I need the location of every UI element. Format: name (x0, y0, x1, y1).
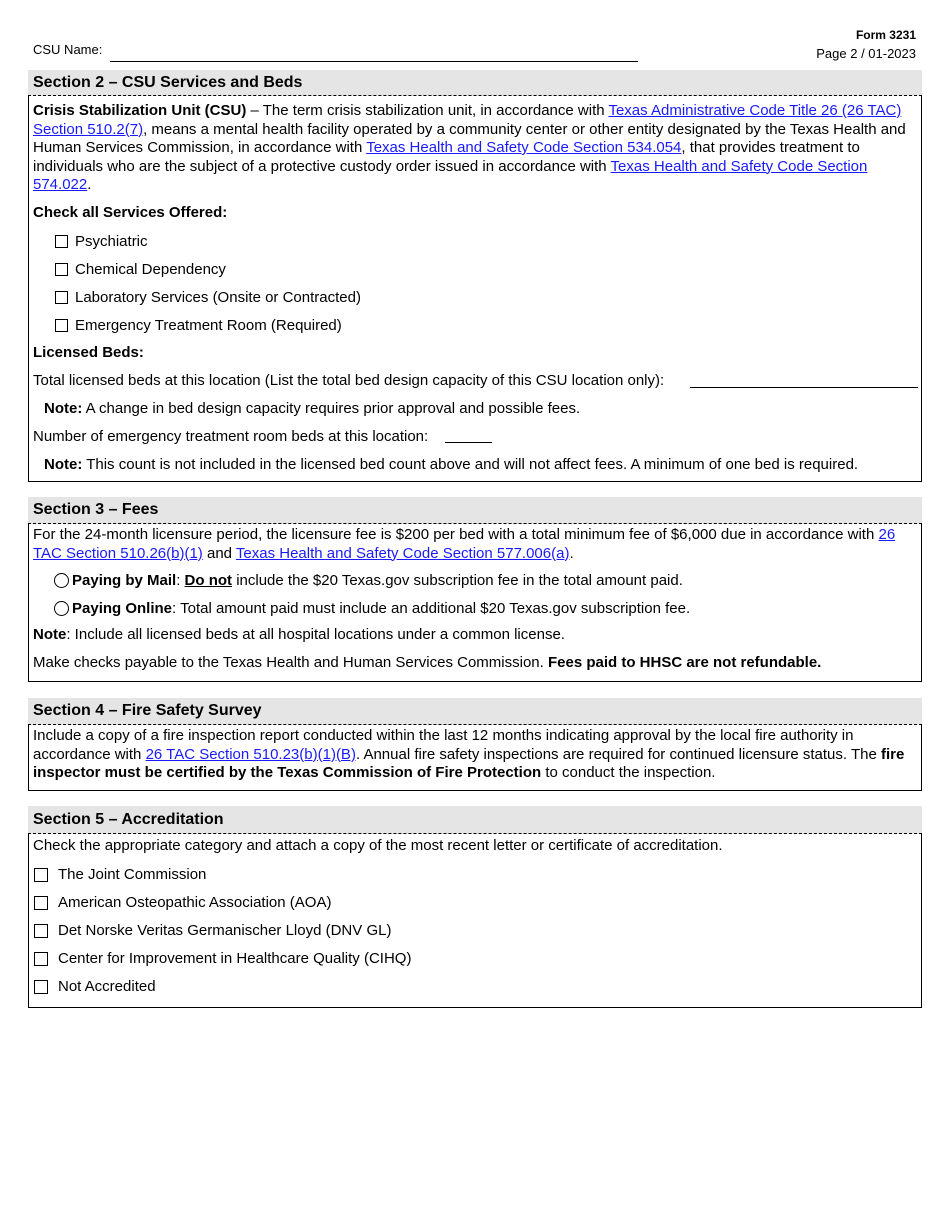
accreditation-joint-commission[interactable] (33, 865, 917, 884)
accreditation-not-accredited[interactable] (33, 977, 917, 996)
section-4-body (28, 725, 922, 791)
service-label: Psychiatric (75, 232, 148, 250)
service-chemical-dependency[interactable] (33, 260, 917, 279)
laboratory-checkbox[interactable] (55, 291, 68, 304)
cihq-checkbox[interactable] (34, 952, 48, 966)
total-beds-label: Total licensed beds at this location (List the total bed design capacity of this CSU location only): (33, 371, 665, 389)
not-accredited-checkbox[interactable] (34, 980, 48, 994)
hsc-577-006-link[interactable]: Texas Health and Safety Code Section 577.006(a) (235, 544, 570, 562)
tac-510-2-link[interactable]: Texas Administrative Code Title 26 (26 TAC) Section 510.2(7) (33, 102, 902, 138)
hsc-534-054-link[interactable]: Texas Health and Safety Code Section 534.054 (366, 139, 682, 156)
aoa-checkbox[interactable] (34, 896, 48, 910)
accreditation-dnv-gl[interactable] (33, 921, 917, 940)
service-label: Emergency Treatment Room (Required) (75, 316, 342, 334)
accreditation-label: American Osteopathic Association (AOA) (58, 894, 332, 911)
capacity-note: Note: A change in bed design capacity requires prior approval and possible fees. (44, 399, 581, 417)
accreditation-intro: Check the appropriate category and attach a copy of the most recent letter or certificate of accreditation. (33, 837, 723, 854)
total-beds-row (33, 371, 917, 390)
section-2 (28, 70, 922, 482)
csu-definition: Crisis Stabilization Unit (CSU) – The term crisis stabilization unit, in accordance with Texas Administrative Code Title 26 (26 TAC) Section 510.2(7), means a mental health facility operated by a community center or other entity designated by the Texas Health and Human Services Commission, in accordance with Texas Health and Safety Code Section 534.054, that provides treatment to individuals who are the subject of a protective custody order issued in accordance with Texas Health and Safety Code Section 574.022. (33, 102, 906, 193)
joint-commission-checkbox[interactable] (34, 868, 48, 882)
licensed-beds-heading: Licensed Beds: (33, 343, 144, 361)
pay-online-option[interactable]: Paying Online: Total amount paid must include an additional $20 Texas.gov subscription fee. (33, 599, 917, 618)
page-info: Page 2 / 01-2023 (816, 46, 916, 61)
hsc-574-022-link[interactable]: Texas Health and Safety Code Section 574.022 (33, 157, 868, 193)
accreditation-aoa[interactable] (33, 893, 917, 912)
accreditation-cihq[interactable] (33, 949, 917, 968)
accreditation-label: Center for Improvement in Healthcare Quality (CIHQ) (58, 950, 412, 967)
section-2-title: Section 2 – CSU Services and Beds (28, 70, 922, 96)
section-3 (28, 497, 922, 682)
accreditation-label: The Joint Commission (58, 866, 207, 883)
service-laboratory[interactable] (33, 288, 917, 307)
section-3-title: Section 3 – Fees (28, 497, 922, 524)
form-number: Form 3231 (855, 28, 916, 42)
section-5-title: Section 5 – Accreditation (28, 806, 922, 834)
service-label: Chemical Dependency (75, 260, 226, 278)
csu-name-label: CSU Name: (33, 42, 103, 57)
er-beds-field[interactable] (445, 442, 492, 443)
fees-intro: For the 24-month licensure period, the licensure fee is $200 per bed with a total minimum fee of $6,000 due in accordance with 26 TAC Section 510.26(b)(1) and Texas Health and Safety Code Section 577.006(a). (33, 526, 896, 562)
service-label: Laboratory Services (Onsite or Contracted) (75, 288, 361, 306)
section-5-body (28, 834, 922, 1008)
page-header (0, 0, 950, 62)
section-5 (28, 806, 922, 1008)
fire-safety-text: Include a copy of a fire inspection report conducted within the last 12 months indicating approval by the local fire authority in accordance with 26 TAC Section 510.23(b)(1)(B). Annual fire safety inspections are required for continued licensure status. The fire inspector must be certified by the Texas Commission of Fire Protection to conduct the inspection. (33, 727, 905, 781)
accreditation-label: Not Accredited (58, 978, 156, 995)
service-psychiatric[interactable] (33, 232, 917, 251)
pay-by-mail-option[interactable]: Paying by Mail: Do not include the $20 Texas.gov subscription fee in the total amount paid. (33, 571, 917, 590)
tac-510-26-link[interactable]: 26 TAC Section 510.26(b)(1) (33, 526, 896, 562)
er-beds-label: Number of emergency treatment room beds at this location: (33, 427, 429, 445)
csu-term: Crisis Stabilization Unit (CSU) (33, 102, 247, 119)
tac-510-23-link[interactable]: 26 TAC Section 510.23(b)(1)(B) (145, 745, 356, 763)
pay-by-mail-radio[interactable] (54, 573, 69, 588)
service-emergency-treatment-room[interactable] (33, 316, 917, 335)
section-4-title: Section 4 – Fire Safety Survey (28, 698, 922, 725)
section-3-body (28, 524, 922, 682)
csu-name-field[interactable] (110, 61, 638, 62)
dnv-gl-checkbox[interactable] (34, 924, 48, 938)
accreditation-label: Det Norske Veritas Germanischer Lloyd (DNV GL) (58, 922, 392, 939)
er-beds-row (33, 427, 917, 446)
section-2-body (28, 96, 922, 482)
checks-payable-text: Make checks payable to the Texas Health and Human Services Commission. Fees paid to HHSC are not refundable. (33, 654, 822, 671)
chemical-dependency-checkbox[interactable] (55, 263, 68, 276)
fees-note: Note: Include all licensed beds at all hospital locations under a common license. (33, 626, 565, 643)
section-4 (28, 698, 922, 791)
emergency-room-checkbox[interactable] (55, 319, 68, 332)
total-beds-field[interactable] (690, 387, 918, 388)
er-beds-note: Note: This count is not included in the licensed bed count above and will not affect fees. A minimum of one bed is required. (44, 455, 859, 473)
pay-online-radio[interactable] (54, 601, 69, 616)
services-heading: Check all Services Offered: (33, 203, 228, 221)
psychiatric-checkbox[interactable] (55, 235, 68, 248)
